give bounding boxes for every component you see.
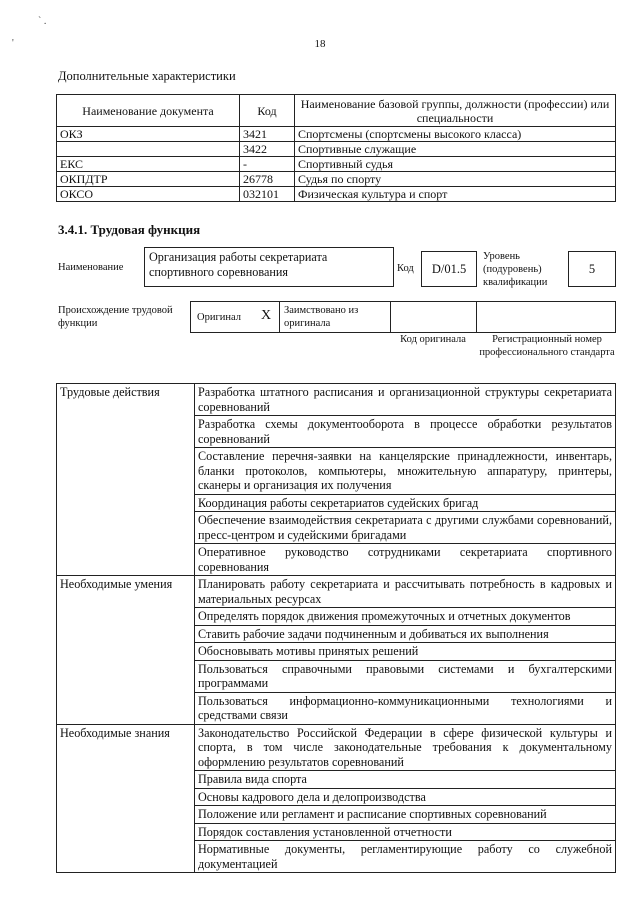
name-cell: Физическая культура и спорт — [295, 187, 616, 202]
original-box — [190, 301, 280, 333]
header-code: Код — [240, 95, 295, 127]
item-cell: Оперативное руководство сотрудниками секретариата спортивного соревнования — [195, 544, 616, 576]
item-cell: Законодательство Российской Федерации в сфере физической культуры и спорта, в том числе законодательные требования к документальному оформлению результатов соревнований — [195, 724, 616, 771]
section-title: 3.4.1. Трудовая функция — [58, 222, 201, 237]
name-cell: Спортсмены (спортсмены высокого класса) — [295, 127, 616, 142]
name-cell: Судья по спорту — [295, 172, 616, 187]
category-cell: Трудовые действия — [57, 384, 195, 576]
orig-code-label: Код оригинала — [400, 334, 466, 345]
original-label: Оригинал — [197, 312, 241, 323]
orig-code-box — [390, 301, 477, 333]
table-row — [57, 172, 616, 187]
name-cell: Спортивный судья — [295, 157, 616, 172]
table-row — [57, 187, 616, 202]
item-cell: Обеспечение взаимодействия секретариата с другими службами соревнований, пресс-центром и судейскими бригадами — [195, 512, 616, 544]
origin-label: Происхождение трудовой функции — [58, 305, 173, 329]
category-cell: Необходимые умения — [57, 576, 195, 725]
doc-cell: ЕКС — [57, 157, 240, 172]
level-value: 5 — [568, 251, 616, 287]
name-cell: Спортивные служащие — [295, 142, 616, 157]
item-cell: Положение или регламент и расписание спортивных соревнований — [195, 806, 616, 824]
doc-cell: ОКЗ — [57, 127, 240, 142]
doc-cell: ОКСО — [57, 187, 240, 202]
item-cell: Координация работы секретариатов судейских бригад — [195, 494, 616, 512]
code-label: Код — [397, 263, 414, 274]
item-cell: Порядок составления установленной отчетности — [195, 823, 616, 841]
name-value: Организация работы секретариата спортивного соревнования — [149, 250, 328, 279]
item-cell: Составление перечня-заявки на канцелярские принадлежности, инвентарь, бланки протоколов, компьютеры, множительную аппаратуру, принтеры, сканеры и организация их получения — [195, 448, 616, 495]
item-cell: Нормативные документы, регламентирующие работу со служебной документацией — [195, 841, 616, 873]
code-cell: - — [240, 157, 295, 172]
level-label: Уровень (подуровень) квалификации — [483, 251, 548, 288]
page-number: 18 — [314, 38, 326, 50]
item-cell: Разработка штатного расписания и организационной структуры секретариата соревнований — [195, 384, 616, 416]
item-cell: Основы кадрового дела и делопроизводства — [195, 788, 616, 806]
scan-mark: ` . — [38, 16, 47, 27]
table-row — [57, 127, 616, 142]
item-cell: Определять порядок движения промежуточных и отчетных документов — [195, 608, 616, 626]
table-row — [57, 157, 616, 172]
scan-mark: ' — [12, 38, 14, 49]
item-cell: Пользоваться информационно-коммуникационными технологиями и средствами связи — [195, 692, 616, 724]
reg-number-label: Регистрационный номер профессионального стандарта — [479, 334, 615, 358]
code-cell: 3422 — [240, 142, 295, 157]
name-box — [144, 247, 394, 287]
header-name: Наименование базовой группы, должности (профессии) или специальности — [295, 95, 616, 127]
borrowed-label: Заимствовано из оригинала — [284, 305, 359, 329]
header-doc: Наименование документа — [57, 95, 240, 127]
doc-cell — [57, 142, 240, 157]
table-row — [57, 576, 616, 608]
additional-table — [56, 94, 616, 202]
item-cell: Обосновывать мотивы принятых решений — [195, 643, 616, 661]
code-cell: 032101 — [240, 187, 295, 202]
name-label: Наименование — [58, 262, 124, 273]
code-value: D/01.5 — [421, 251, 477, 287]
item-cell: Пользоваться справочными правовыми системами и бухгалтерскими программами — [195, 660, 616, 692]
table-row — [57, 142, 616, 157]
code-cell: 26778 — [240, 172, 295, 187]
category-cell: Необходимые знания — [57, 724, 195, 873]
borrowed-box — [279, 301, 391, 333]
table-row — [57, 724, 616, 771]
doc-cell: ОКПДТР — [57, 172, 240, 187]
item-cell: Разработка схемы документооборота в процессе обработки результатов соревнований — [195, 416, 616, 448]
item-cell: Планировать работу секретариата и рассчитывать потребность в кадровых и материальных ресурсах — [195, 576, 616, 608]
item-cell: Ставить рабочие задачи подчиненным и добиваться их выполнения — [195, 625, 616, 643]
table-row — [57, 384, 616, 416]
code-cell: 3421 — [240, 127, 295, 142]
reg-number-box — [476, 301, 616, 333]
item-cell: Правила вида спорта — [195, 771, 616, 789]
additional-title: Дополнительные характеристики — [58, 69, 236, 83]
function-details-table — [56, 383, 616, 873]
original-mark: X — [261, 308, 272, 323]
